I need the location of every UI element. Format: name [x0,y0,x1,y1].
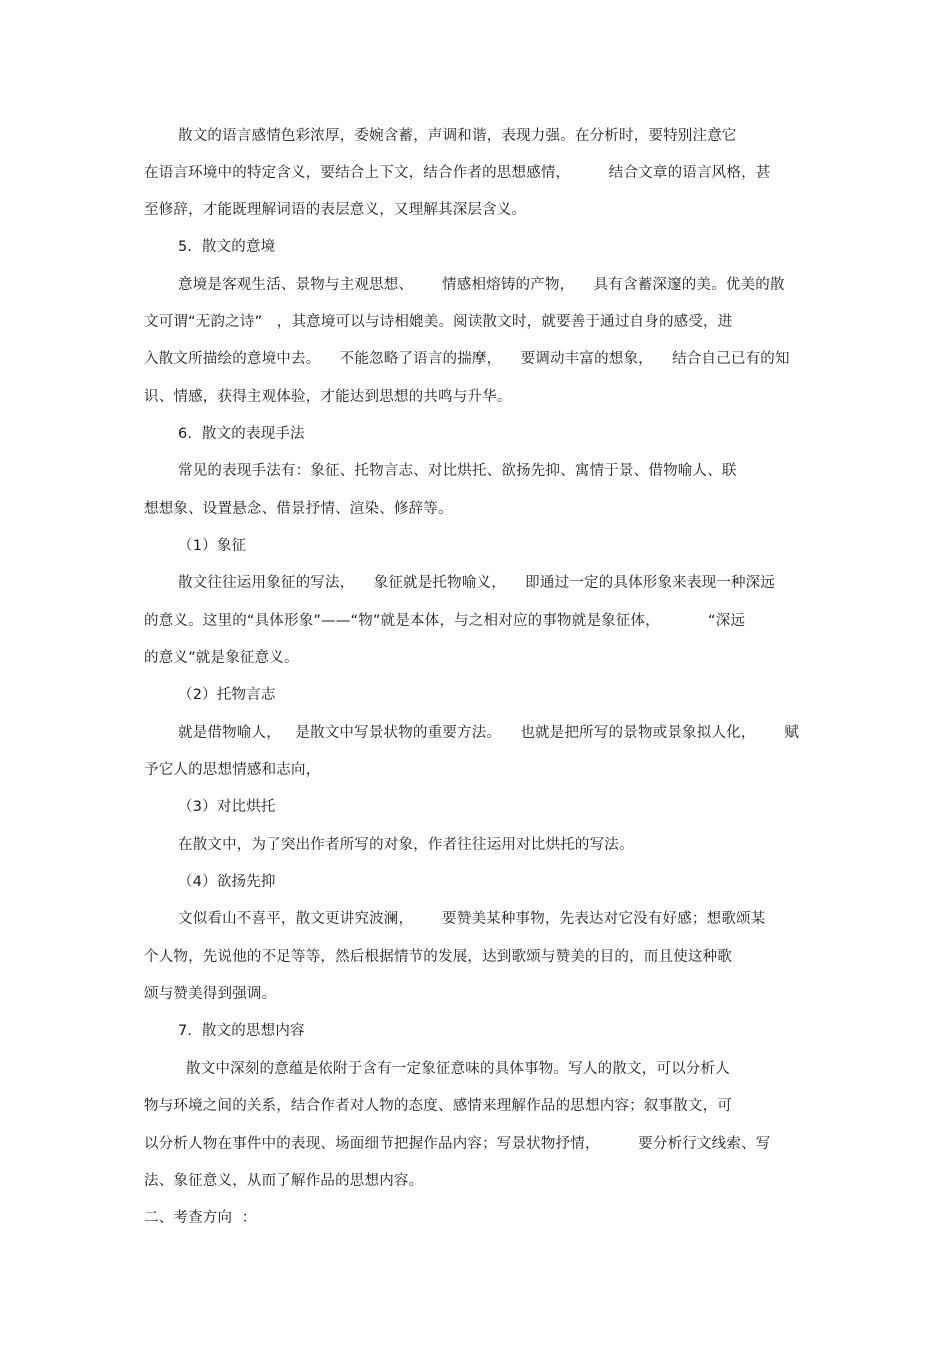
text-line: 文似看山不喜平，散文更讲究波澜， 要赞美某种事物，先表达对它没有好感；想歌颂某 [178,911,766,927]
subsection-heading: （1）象征 [178,538,247,554]
text-line: 颂与赞美得到强调。 [144,986,277,1002]
text-line: 文可谓“无韵之诗” ，其意境可以与诗相媲美。阅读散文时，就要善于通过自身的感受，进 [144,314,733,330]
text-line: 法、象征意义，从而了解作品的思想内容。 [144,1173,424,1189]
text-line: 散文的语言感情色彩浓厚，委婉含蓄，声调和谐，表现力强。在分析时，要特别注意它 [178,128,737,144]
section-heading: 7. 散文的思想内容 [178,1023,305,1039]
text-line: 在语言环境中的特定含义，要结合上下文，结合作者的思想感情， 结合文章的语言风格，甚 [144,165,771,181]
text-line: 物与环境之间的关系，结合作者对人物的态度、感情来理解作品的思想内容；叙事散文，可 [144,1098,732,1114]
text-line: 入散文所描绘的意境中去。 不能忽略了语言的揣摩， 要调动丰富的想象， 结合自己已有的知 [144,351,790,367]
text-line: 的意义。这里的“具体形象”——“物”就是本体，与之相对应的事物就是象征体， “深远 [144,613,746,629]
section-heading: 二、考查方向 ： [144,1210,257,1226]
text-line: 就是借物喻人， 是散文中写景状物的重要方法。 也就是把所写的景物或景象拟人化， 赋 [178,725,800,741]
text-line: 以分析人物在事件中的表现、场面细节把握作品内容；写景状物抒情， 要分析行文线索、写 [144,1136,771,1152]
subsection-heading: （4）欲扬先抑 [178,874,276,890]
text-line: 识、情感，获得主观体验，才能达到思想的共鸣与升华。 [144,389,512,405]
text-line: 的意义”就是象征意义。 [144,650,299,666]
text-line: 在散文中，为了突出作者所写的对象，作者往往运用对比烘托的写法。 [178,837,634,853]
text-line: 散文往往运用象征的写法， 象征就是托物喻义， 即通过一定的具体形象来表现一种深远 [178,575,776,591]
subsection-heading: （3）对比烘托 [178,799,276,815]
subsection-heading: （2）托物言志 [178,687,276,703]
text-line: 予它人的思想情感和志向， [144,762,321,778]
text-line: 个人物，先说他的不足等等，然后根据情节的发展，达到歌颂与赞美的目的，而且使这种歌 [144,949,732,965]
text-line: 散文中深刻的意蕴是依附于含有一定象征意味的具体事物。写人的散文，可以分析人 [186,1061,730,1077]
text-line: 想想象、设置悬念、借景抒情、渲染、修辞等。 [144,501,453,517]
text-line: 意境是客观生活、景物与主观思想、 情感相熔铸的产物， 具有含蓄深邃的美。优美的散 [178,277,785,293]
section-heading: 6. 散文的表现手法 [178,426,305,442]
text-line: 至修辞，才能既理解词语的表层意义，又理解其深层含义。 [144,202,527,218]
section-heading: 5. 散文的意境 [178,239,276,255]
text-line: 常见的表现手法有：象征、托物言志、对比烘托、欲扬先抑、寓情于景、借物喻人、联 [178,463,737,479]
